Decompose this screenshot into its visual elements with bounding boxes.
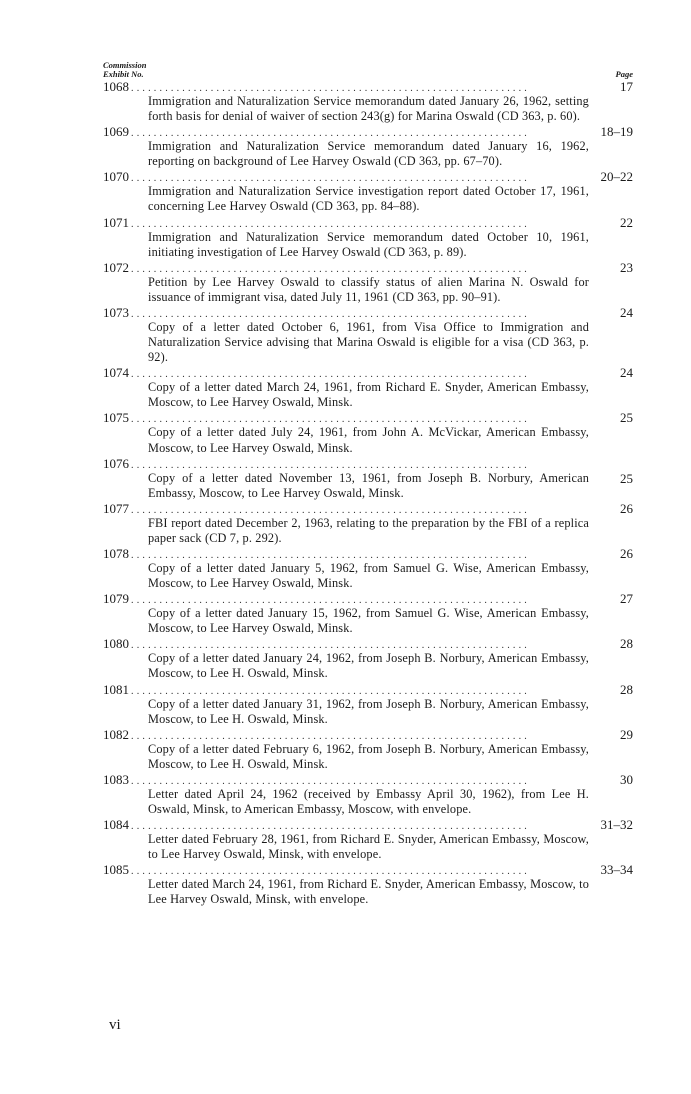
- exhibit-description: Immigration and Naturalization Service memorandum dated October 10, 1961, initiating investigation of Lee Harvey Oswald (CD 363, p. 89).: [148, 229, 589, 259]
- dot-leader: ......................................................................: [131, 821, 530, 833]
- exhibit-description: Copy of a letter dated January 24, 1962, from Joseph B. Norbury, American Embassy, Moscow, to Lee H. Oswald, Minsk.: [148, 651, 589, 681]
- page-reference: 25: [620, 410, 633, 426]
- exhibit-entry: [103, 682, 633, 727]
- entry-heading-line: [103, 305, 633, 320]
- page-reference: 25: [620, 470, 633, 486]
- exhibit-entry: [103, 410, 633, 455]
- page-reference: 20–22: [600, 169, 633, 185]
- exhibit-entry: [103, 79, 633, 124]
- page-reference: 28: [620, 636, 633, 652]
- dot-leader: ......................................................................: [131, 414, 530, 426]
- entry-description-row: [103, 877, 633, 907]
- entry-heading-line: [103, 124, 633, 139]
- page-reference: 24: [620, 304, 633, 320]
- exhibit-entry: [103, 169, 633, 214]
- page-reference: 28: [620, 681, 633, 697]
- entry-heading-line: [103, 456, 633, 471]
- page-reference: 26: [620, 545, 633, 561]
- exhibit-number: 1081: [103, 681, 129, 697]
- exhibit-description: Immigration and Naturalization Service memorandum dated January 16, 1962, reporting on background of Lee Harvey Oswald (CD 363, pp. 67–70).: [148, 139, 589, 169]
- exhibit-description: Copy of a letter dated January 15, 1962, from Samuel G. Wise, American Embassy, Moscow, to Lee Harvey Oswald, Minsk.: [148, 606, 589, 636]
- exhibit-entry: [103, 456, 633, 501]
- exhibit-number: 1069: [103, 124, 129, 140]
- exhibit-number: 1072: [103, 259, 129, 275]
- exhibit-number: 1074: [103, 365, 129, 381]
- entry-description-row: [103, 94, 633, 124]
- exhibit-number: 1070: [103, 169, 129, 185]
- exhibit-description: Immigration and Naturalization Service memorandum dated January 26, 1962, setting forth basis for denial of waiver of section 243(g) for Marina Oswald (CD 363, p. 60).: [148, 94, 589, 124]
- exhibit-description: Copy of a letter dated February 6, 1962, from Joseph B. Norbury, American Embassy, Moscow, to Lee H. Oswald, Minsk.: [148, 741, 589, 771]
- exhibit-entry: [103, 727, 633, 772]
- page-reference: 27: [620, 591, 633, 607]
- entry-heading-line: [103, 260, 633, 275]
- entry-heading-line: [103, 727, 633, 742]
- entry-description-row: [103, 606, 633, 636]
- exhibit-number: 1068: [103, 79, 129, 94]
- exhibit-entry: [103, 636, 633, 681]
- dot-leader: ......................................................................: [131, 595, 530, 607]
- exhibit-description: Copy of a letter dated October 6, 1961, from Visa Office to Immigration and Naturalization Service advising that Marina Oswald is eligible for a visa (CD 363, p. 92).: [148, 319, 589, 365]
- column-headers: [103, 61, 633, 79]
- exhibit-number: 1076: [103, 455, 129, 471]
- exhibit-description: FBI report dated December 2, 1963, relating to the preparation by the FBI of a replica paper sack (CD 7, p. 292).: [148, 515, 589, 545]
- entry-heading-line: [103, 546, 633, 561]
- exhibit-description: Copy of a letter dated January 5, 1962, from Samuel G. Wise, American Embassy, Moscow, to Lee Harvey Oswald, Minsk.: [148, 560, 589, 591]
- exhibit-number: 1075: [103, 410, 129, 426]
- exhibit-description: Copy of a letter dated March 24, 1961, from Richard E. Snyder, American Embassy, Moscow, to Lee Harvey Oswald, Minsk.: [148, 380, 589, 410]
- exhibit-description: Letter dated April 24, 1962 (received by Embassy April 30, 1962), from Lee H. Oswald, Minsk, to American Embassy, Moscow, with envelope.: [148, 786, 589, 816]
- exhibit-entry: [103, 365, 633, 410]
- exhibit-number: 1077: [103, 500, 129, 516]
- exhibit-entry: [103, 305, 633, 365]
- exhibit-description: Copy of a letter dated November 13, 1961, from Joseph B. Norbury, American Embassy, Moscow, to Lee Harvey Oswald, Minsk.: [148, 470, 589, 500]
- exhibit-entry: [103, 591, 633, 636]
- dot-leader: ......................................................................: [131, 83, 530, 94]
- exhibit-description: Letter dated February 28, 1961, from Richard E. Snyder, American Embassy, Moscow, to Lee Harvey Oswald, Minsk, with envelope.: [148, 832, 589, 862]
- entry-description-row: [103, 230, 633, 260]
- page-reference: 24: [620, 365, 633, 381]
- exhibit-list: [103, 79, 633, 907]
- dot-leader: ......................................................................: [131, 685, 530, 697]
- entry-heading-line: [103, 215, 633, 230]
- entry-description-row: [103, 139, 633, 169]
- entry-heading-line: [103, 817, 633, 832]
- exhibit-description: Immigration and Naturalization Service investigation report dated October 17, 1961, concerning Lee Harvey Oswald (CD 363, pp. 84–88).: [148, 184, 589, 214]
- page-reference: 33–34: [600, 862, 633, 878]
- dot-leader: ......................................................................: [131, 549, 530, 561]
- entry-description-row: [103, 742, 633, 772]
- exhibit-number: 1071: [103, 214, 129, 230]
- exhibit-number: 1085: [103, 862, 129, 878]
- dot-leader: ......................................................................: [131, 866, 530, 878]
- exhibit-number: 1078: [103, 545, 129, 561]
- dot-leader: ......................................................................: [131, 128, 530, 140]
- exhibit-entry: [103, 124, 633, 169]
- exhibit-entry: [103, 817, 633, 862]
- dot-leader: ......................................................................: [131, 173, 530, 185]
- exhibit-number: 1073: [103, 304, 129, 320]
- exhibit-number: 1083: [103, 771, 129, 787]
- exhibit-description: Petition by Lee Harvey Oswald to classify status of alien Marina N. Oswald for issuance of immigrant visa, dated July 11, 1961 (CD 363, pp. 90–91).: [148, 274, 589, 304]
- page-number: vi: [109, 1017, 121, 1033]
- entry-description-row: [103, 275, 633, 305]
- entry-heading-line: [103, 682, 633, 697]
- dot-leader: ......................................................................: [131, 730, 530, 742]
- dot-leader: ......................................................................: [131, 218, 530, 230]
- dot-leader: ......................................................................: [131, 308, 530, 320]
- column-header-exhibit: [103, 61, 146, 79]
- exhibit-description: Letter dated March 24, 1961, from Richard E. Snyder, American Embassy, Moscow, to Lee Harvey Oswald, Minsk, with envelope.: [148, 877, 589, 907]
- exhibit-number: 1082: [103, 726, 129, 742]
- page-reference: 29: [620, 726, 633, 742]
- exhibit-description: Copy of a letter dated July 24, 1961, from John A. McVickar, American Embassy, Moscow, to Lee Harvey Oswald, Minsk.: [148, 425, 589, 455]
- entry-description-row: [103, 832, 633, 862]
- column-header-line2: Exhibit No.: [103, 69, 144, 79]
- entry-description-row: [103, 471, 633, 501]
- entry-description-row: [103, 787, 633, 817]
- entry-description-row: [103, 380, 633, 410]
- entry-heading-line: [103, 501, 633, 516]
- entry-heading-line: [103, 591, 633, 606]
- page-reference: 31–32: [600, 817, 633, 833]
- page-reference: 26: [620, 500, 633, 516]
- entry-heading-line: [103, 169, 633, 184]
- entry-description-row: [103, 516, 633, 546]
- page-reference: 22: [620, 214, 633, 230]
- entry-heading-line: [103, 365, 633, 380]
- page-reference: 18–19: [600, 124, 633, 140]
- entry-heading-line: [103, 410, 633, 425]
- exhibit-number: 1079: [103, 591, 129, 607]
- entry-description-row: [103, 697, 633, 727]
- dot-leader: ......................................................................: [131, 369, 530, 381]
- dot-leader: ......................................................................: [131, 263, 530, 275]
- column-header-line1: Commission: [103, 60, 147, 70]
- dot-leader: ......................................................................: [131, 775, 530, 787]
- dot-leader: ......................................................................: [131, 640, 530, 652]
- exhibit-entry: [103, 862, 633, 907]
- entry-description-row: [103, 184, 633, 214]
- entry-description-row: [103, 320, 633, 365]
- exhibit-entry: [103, 215, 633, 260]
- exhibit-entry: [103, 501, 633, 546]
- entry-heading-line: [103, 79, 633, 94]
- exhibit-entry: [103, 546, 633, 591]
- page-reference: 23: [620, 259, 633, 275]
- exhibit-entry: [103, 772, 633, 817]
- page-reference: 30: [620, 771, 633, 787]
- entry-heading-line: [103, 636, 633, 651]
- exhibit-description: Copy of a letter dated January 31, 1962, from Joseph B. Norbury, American Embassy, Moscow, to Lee H. Oswald, Minsk.: [148, 696, 589, 726]
- column-header-page: Page: [615, 69, 633, 79]
- entry-description-row: [103, 651, 633, 681]
- entry-description-row: [103, 561, 633, 591]
- entry-heading-line: [103, 862, 633, 877]
- exhibit-number: 1080: [103, 636, 129, 652]
- exhibit-number: 1084: [103, 817, 129, 833]
- entry-description-row: [103, 425, 633, 455]
- entry-heading-line: [103, 772, 633, 787]
- dot-leader: ......................................................................: [131, 459, 530, 471]
- dot-leader: ......................................................................: [131, 504, 530, 516]
- exhibit-entry: [103, 260, 633, 305]
- page-reference: 17: [620, 79, 633, 94]
